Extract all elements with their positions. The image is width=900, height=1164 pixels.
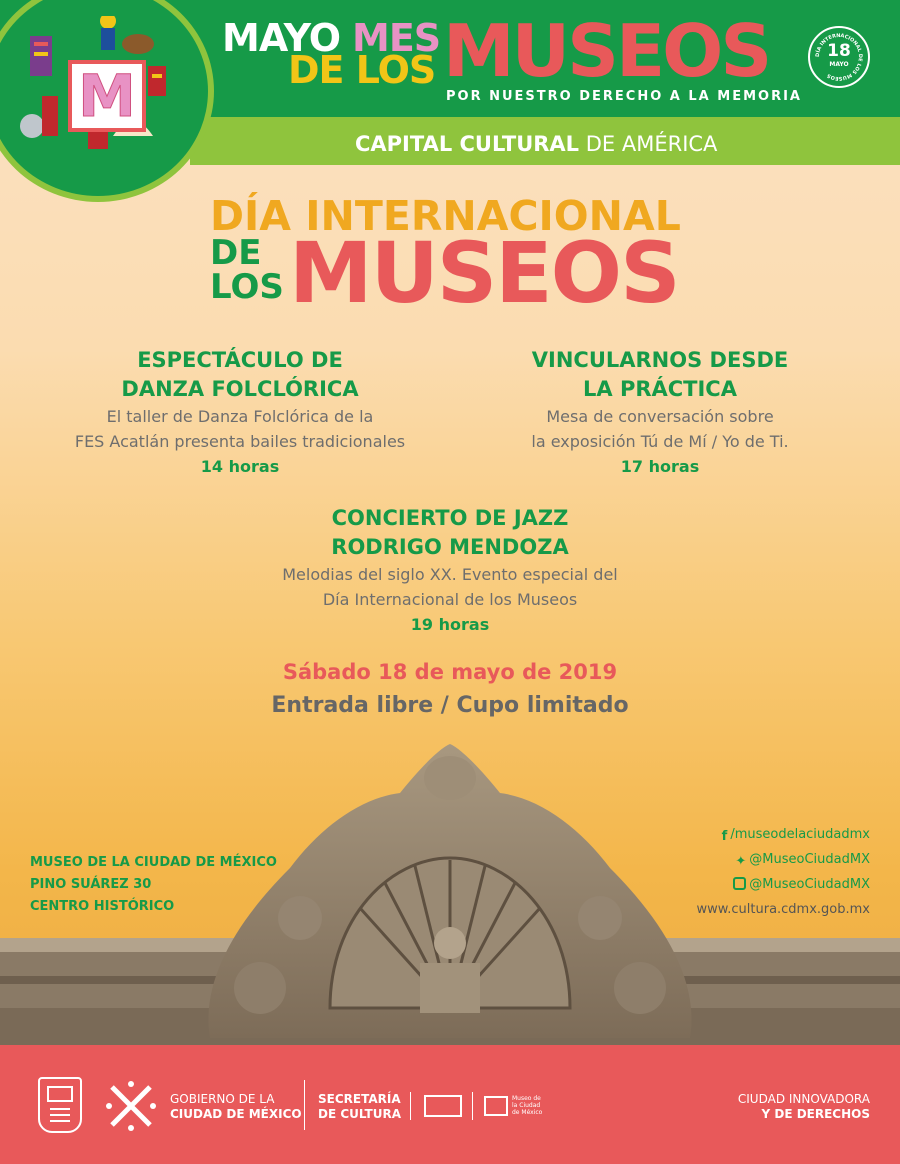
cdmx-shield-icon bbox=[38, 1077, 82, 1133]
ciudad-innovadora-text bbox=[738, 1092, 870, 1122]
event-time: 17 horas bbox=[620, 457, 700, 476]
logo-letter: M bbox=[78, 62, 136, 130]
gobierno-line1: GOBIERNO DE LA bbox=[170, 1092, 275, 1106]
header-tagline: POR NUESTRO DERECHO A LA MEMORIA bbox=[446, 89, 802, 104]
cdmx-logo-icon bbox=[104, 1079, 158, 1133]
header-de-los: DE LOS bbox=[288, 48, 436, 92]
event-time: 19 horas bbox=[410, 615, 490, 634]
badge-ring-text: DÍA INTERNACIONAL DE LOS MUSEOS bbox=[814, 32, 864, 82]
footer-divider bbox=[472, 1092, 473, 1120]
event-desc: Mesa de conversación sobre bbox=[546, 407, 774, 426]
title-museos: MUSEOS bbox=[289, 224, 679, 322]
capital-cultural-text bbox=[355, 132, 717, 156]
event-time: 14 horas bbox=[200, 457, 280, 476]
mes-museos-logo bbox=[68, 60, 146, 132]
event-title: LA PRÁCTICA bbox=[583, 377, 737, 401]
instagram-handle: @MuseoCiudadMX bbox=[749, 877, 870, 892]
event-title: VINCULARNOS DESDE bbox=[531, 348, 789, 372]
museo-ciudad-text: Museo de la Ciudad de México bbox=[512, 1095, 543, 1116]
entry-info: Entrada libre / Cupo limitado bbox=[271, 693, 629, 718]
event-desc: El taller de Danza Folclórica de la bbox=[106, 407, 374, 426]
title-los: LOS bbox=[210, 267, 284, 307]
title-dia-internacional: DÍA INTERNACIONAL bbox=[210, 192, 681, 240]
twitter-icon: ✦ bbox=[735, 854, 747, 869]
ciudad-line1: CIUDAD INNOVADORA bbox=[737, 1092, 870, 1106]
event-desc: la exposición Tú de Mí / Yo de Ti. bbox=[531, 432, 789, 451]
title-de: DE bbox=[210, 233, 262, 273]
event-desc: FES Acatlán presenta bailes tradicionales bbox=[74, 432, 406, 451]
header-mes: MES bbox=[352, 16, 441, 60]
header-museos: MUSEOS bbox=[443, 9, 770, 93]
secretaria-line1: SECRETARÍA bbox=[318, 1092, 401, 1106]
capital-bold: CAPITAL CULTURAL bbox=[355, 132, 580, 156]
secretaria-line2: DE CULTURA bbox=[318, 1107, 402, 1121]
badge-month: MAYO bbox=[829, 61, 849, 68]
facebook-handle: /museodelaciudadmx bbox=[730, 827, 870, 842]
website-link[interactable]: www.cultura.cdmx.gob.mx bbox=[696, 902, 870, 917]
twitter-link[interactable] bbox=[697, 847, 870, 872]
event-vincularnos bbox=[460, 346, 860, 480]
gobierno-cdmx-text bbox=[170, 1092, 302, 1122]
ciudad-line2: Y DE DERECHOS bbox=[761, 1107, 870, 1121]
museo-ciudad-icon bbox=[484, 1096, 508, 1116]
event-desc: Melodias del siglo XX. Evento especial del bbox=[282, 565, 618, 584]
gobierno-line2: CIUDAD DE MÉXICO bbox=[170, 1107, 302, 1121]
event-title: ESPECTÁCULO DE bbox=[137, 348, 343, 372]
event-danza bbox=[40, 346, 440, 480]
event-title: DANZA FOLCLÓRICA bbox=[121, 377, 359, 401]
museum-address bbox=[30, 852, 277, 918]
event-date: Sábado 18 de mayo de 2019 bbox=[282, 660, 618, 684]
badge-day: 18 bbox=[827, 41, 851, 61]
event-title: CONCIERTO DE JAZZ bbox=[331, 506, 569, 530]
secretaria-cultura-text bbox=[318, 1092, 401, 1122]
facebook-link[interactable] bbox=[697, 822, 870, 847]
event-desc: Día Internacional de los Museos bbox=[322, 590, 578, 609]
event-jazz bbox=[250, 504, 650, 638]
twitter-handle: @MuseoCiudadMX bbox=[749, 852, 870, 867]
address-line: PINO SUÁREZ 30 bbox=[30, 877, 152, 892]
address-line: MUSEO DE LA CIUDAD DE MÉXICO bbox=[30, 855, 277, 870]
instagram-link[interactable] bbox=[697, 872, 870, 897]
footer-divider bbox=[304, 1080, 305, 1130]
red-museos-icon bbox=[424, 1095, 462, 1117]
address-line: CENTRO HISTÓRICO bbox=[30, 899, 175, 914]
capital-rest: DE AMÉRICA bbox=[579, 132, 718, 156]
social-links bbox=[697, 822, 870, 922]
facebook-icon: f bbox=[721, 829, 728, 844]
header-mayo: MAYO bbox=[222, 16, 341, 60]
event-title: RODRIGO MENDOZA bbox=[331, 535, 569, 559]
date-badge bbox=[808, 26, 870, 88]
footer-divider bbox=[410, 1092, 411, 1120]
instagram-icon bbox=[733, 877, 746, 890]
